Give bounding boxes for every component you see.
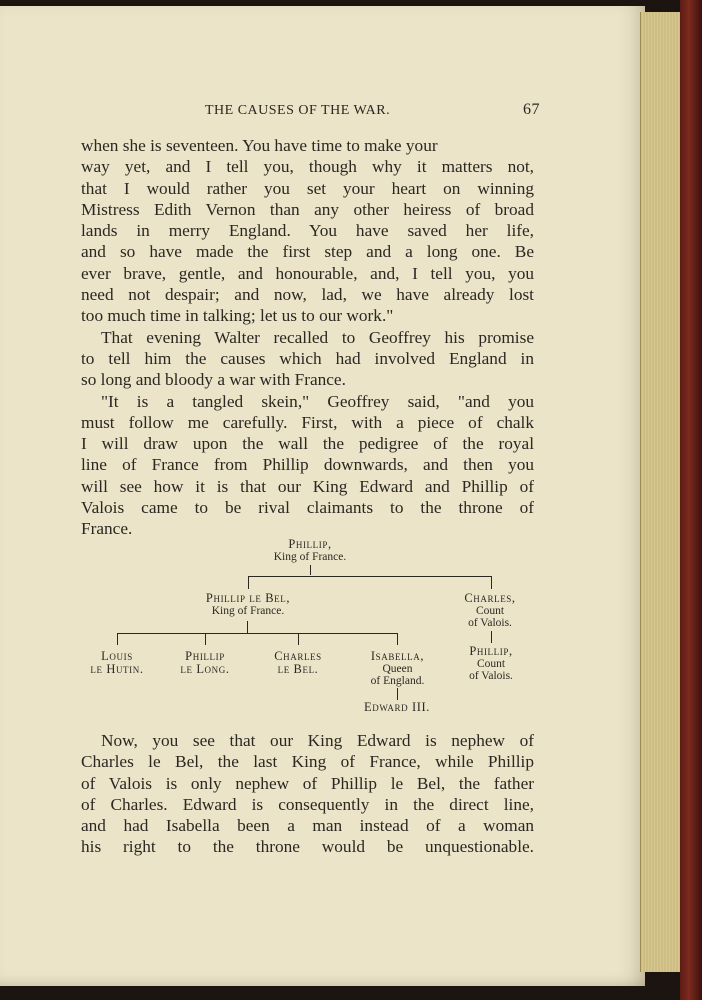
text-line: I will draw upon the wall the pedigree of the royal — [81, 434, 534, 454]
text-line: France. — [81, 519, 133, 539]
pedigree-connector — [117, 633, 397, 634]
text-line: way yet, and I tell you, though why it matters not, — [81, 157, 534, 177]
text-line: That evening Walter recalled to Geoffrey his promise — [101, 327, 534, 347]
pedigree-name: Phillip, — [469, 644, 513, 658]
pedigree-title: of England. — [370, 675, 425, 687]
pedigree-connector — [397, 688, 398, 700]
text-line: and so have made the first step and a long one. Be — [81, 242, 534, 262]
pedigree-name: le Hutin. — [90, 661, 144, 676]
pedigree-charles-le-bel — [258, 650, 338, 675]
pedigree-name: Phillip, — [288, 537, 332, 551]
pedigree-name: Phillip le Bel, — [205, 591, 291, 605]
text-line: and had Isabella been a man instead of a woman — [81, 816, 534, 836]
pedigree-connector — [310, 565, 311, 575]
pedigree-connector — [491, 631, 492, 643]
text-line: Mistress Edith Vernon than any other heiress of broad — [81, 199, 534, 219]
pedigree-connector — [248, 576, 249, 589]
text-line: Charles le Bel, the last King of France, while Phillip — [81, 752, 534, 772]
text-line: to tell him the causes which had involved England in — [81, 348, 534, 368]
text-line: of Valois is only nephew of Phillip le Bel, the father — [81, 773, 534, 793]
pedigree-name: Louis — [101, 649, 133, 663]
pedigree-name: Edward III. — [364, 700, 430, 714]
running-title: THE CAUSES OF THE WAR. — [205, 103, 391, 118]
page-number: 67 — [523, 101, 540, 118]
pedigree-edward — [342, 701, 452, 714]
pedigree-title: Count — [476, 657, 506, 670]
page-edges — [640, 12, 681, 972]
text-line: ever brave, gentle, and honourable, and, I tell you, you — [81, 263, 534, 283]
text-line: need not despair; and now, lad, we have already lost — [81, 285, 534, 305]
royal-pedigree-diagram — [70, 535, 540, 715]
body-text-after — [81, 730, 534, 858]
pedigree-connector — [205, 633, 206, 645]
pedigree-louis — [72, 650, 162, 675]
pedigree-phillip-valois — [450, 645, 532, 683]
pedigree-title: King of France. — [211, 604, 285, 617]
text-line: when she is seventeen. You have time to make your — [81, 136, 438, 155]
pedigree-name: le Bel. — [277, 661, 319, 676]
pedigree-connector — [491, 576, 492, 589]
text-line: Now, you see that our King Edward is nephew of — [101, 731, 534, 750]
pedigree-phillip — [255, 538, 365, 563]
pedigree-name: Charles, — [464, 591, 516, 605]
text-line: so long and bloody a war with France. — [81, 370, 346, 390]
text-line: that I would rather you set your heart on winning — [81, 178, 534, 198]
pedigree-title: King of France. — [273, 550, 347, 563]
pedigree-connector — [397, 633, 398, 645]
pedigree-connector — [117, 633, 118, 645]
pedigree-title: of Valois. — [468, 617, 512, 629]
pedigree-isabella — [350, 650, 445, 688]
text-line: lands in merry England. You have saved her life, — [81, 221, 534, 241]
pedigree-connector — [248, 576, 491, 577]
text-line: Valois came to be rival claimants to the throne of — [81, 498, 534, 518]
pedigree-name: le Long. — [180, 661, 230, 676]
pedigree-name: Charles — [274, 649, 322, 663]
pedigree-title: of Valois. — [469, 670, 513, 682]
text-line: line of France from Phillip downwards, and then you — [81, 455, 534, 475]
text-line: will see how it is that our King Edward and Phillip of — [81, 476, 534, 496]
pedigree-title: Queen — [382, 662, 413, 675]
running-header — [80, 103, 540, 123]
pedigree-title: Count — [475, 604, 505, 617]
pedigree-name: Isabella, — [370, 649, 425, 663]
text-line: his right to the throne would be unquestionable. — [81, 837, 534, 857]
book-cover-edge — [680, 0, 702, 1000]
pedigree-name: Phillip — [185, 649, 225, 663]
pedigree-phillip-le-bel — [188, 592, 308, 617]
text-line: must follow me carefully. First, with a piece of chalk — [81, 412, 534, 432]
text-line: too much time in talking; let us to our work." — [81, 306, 394, 326]
pedigree-charles-valois — [450, 592, 530, 630]
text-line: "It is a tangled skein," Geoffrey said, "and you — [101, 391, 534, 411]
text-line: of Charles. Edward is consequently in the direct line, — [81, 794, 534, 814]
pedigree-connector — [298, 633, 299, 645]
body-text-before — [81, 135, 534, 540]
pedigree-phillip-le-long — [165, 650, 245, 675]
